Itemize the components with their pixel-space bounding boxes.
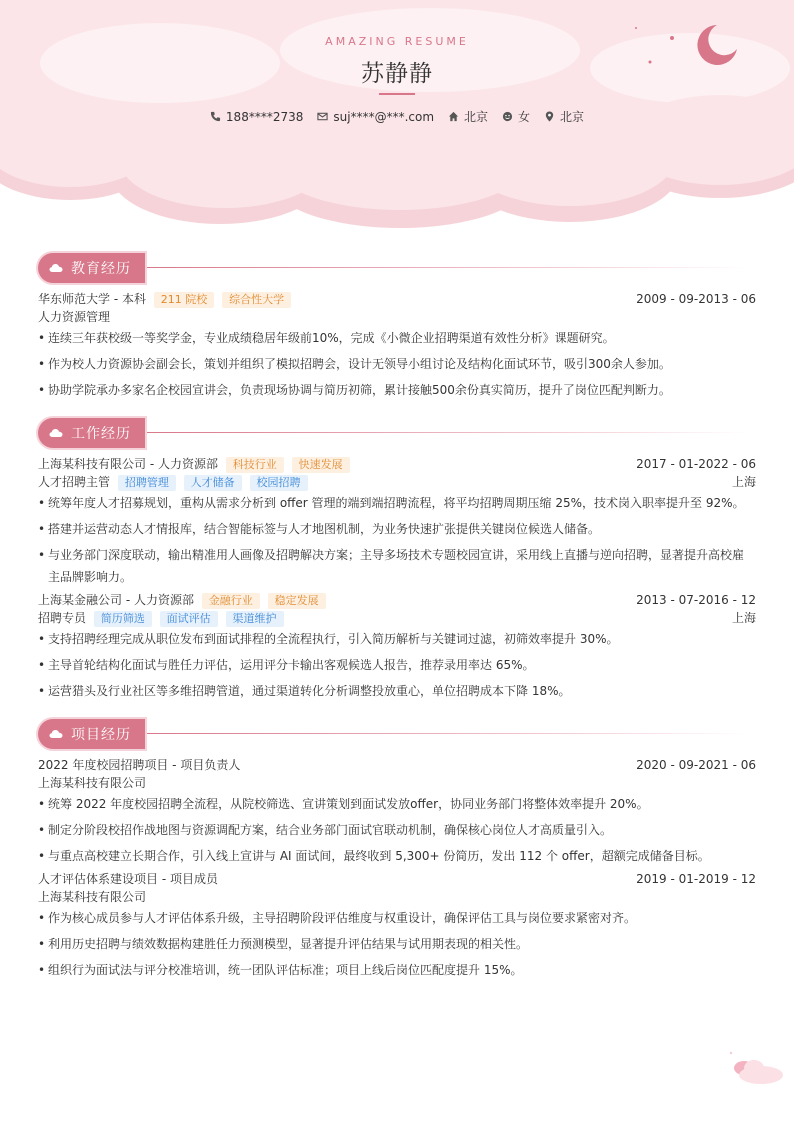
education-school-row xyxy=(38,291,756,308)
cloud-icon xyxy=(49,263,63,273)
section-tab xyxy=(38,253,145,283)
job-bullet-continued-text: 主品牌影响力。 xyxy=(48,570,133,584)
mail-icon xyxy=(317,111,328,122)
contact-email xyxy=(317,108,434,125)
project-bullet: • 与重点高校建立长期合作，引入线上宣讲与 AI 面试间，最终收到 5,300+ 份简历，发出 112 个 offer，超额完成储备目标。 xyxy=(38,844,756,868)
job-bullet: • 搭建并运营动态人才情报库，结合智能标签与人才地图机制，为业务快速扩张提供关键岗位候选人储备。 xyxy=(38,517,756,541)
company-tag: 快速发展 xyxy=(292,457,350,473)
job-bullet: • 主导首轮结构化面试与胜任力评估，运用评分卡输出客观候选人报告，推荐录用率达 65%。 xyxy=(38,653,756,677)
project-date: 2019 - 01-2019 - 12 xyxy=(636,872,756,886)
section-tab xyxy=(38,719,145,749)
section-title: 教育经历 xyxy=(71,261,131,277)
company-tag: 稳定发展 xyxy=(268,593,326,609)
cloud-icon xyxy=(49,428,63,438)
contact-info xyxy=(0,108,794,125)
role-tag: 校园招聘 xyxy=(250,475,308,491)
email-text: suj****@***.com xyxy=(333,109,435,124)
location-text: 北京 xyxy=(560,110,585,124)
contact-location xyxy=(544,108,584,125)
name-underline xyxy=(379,93,415,95)
contact-home xyxy=(448,108,488,125)
role-tag: 招聘管理 xyxy=(118,475,176,491)
education-date: 2009 - 09-2013 - 06 xyxy=(636,292,756,306)
phone-text: 188****2738 xyxy=(225,109,304,124)
project-date: 2020 - 09-2021 - 06 xyxy=(636,758,756,772)
contact-gender xyxy=(502,108,530,125)
job-company-row xyxy=(38,456,756,473)
job-bullet: • 统筹年度人才招募规划，重构从需求分析到 offer 管理的端到端招聘流程，将平均招聘周期压缩 25%，技术岗入职率提升至 92%。 xyxy=(38,491,756,515)
section-divider xyxy=(147,733,747,734)
project-name: 人才评估体系建设项目 - 项目成员 xyxy=(38,872,218,886)
project-bullet: • 利用历史招聘与绩效数据构建胜任力预测模型，显著提升评估结果与试用期表现的相关性。 xyxy=(38,932,756,956)
education-bullet: • 连续三年获校级一等奖学金，专业成绩稳居年级前10%，完成《小微企业招聘渠道有效性分析》课题研究。 xyxy=(38,326,756,350)
phone-icon xyxy=(210,111,221,122)
home-text: 北京 xyxy=(464,110,489,124)
section-divider xyxy=(147,432,747,433)
project-title-row xyxy=(38,871,756,888)
job-bullet: • 运营猎头及行业社区等多维招聘管道，通过渠道转化分析调整投放重心，单位招聘成本下降 18%。 xyxy=(38,679,756,703)
job-bullet-continued xyxy=(38,565,756,589)
section-tab xyxy=(38,418,145,448)
job-city: 上海 xyxy=(731,611,756,625)
section-education-header xyxy=(38,253,756,283)
education-major: 人力资源管理 xyxy=(38,310,111,324)
cloud-icon xyxy=(49,729,63,739)
location-pin-icon xyxy=(544,111,555,122)
job-role-row xyxy=(38,474,756,491)
project-name: 2022 年度校园招聘项目 - 项目负责人 xyxy=(38,758,241,772)
school-tag: 211 院校 xyxy=(154,292,215,308)
gender-icon xyxy=(502,111,513,122)
header-tagline: AMAZING RESUME xyxy=(325,35,469,48)
education-bullet: • 协助学院承办多家名企校园宣讲会，负责现场协调与简历初筛，累计接触500余份真实简历，提升了岗位匹配判断力。 xyxy=(38,378,756,402)
job-date: 2017 - 01-2022 - 06 xyxy=(636,457,756,471)
section-projects-header xyxy=(38,719,756,749)
job-city: 上海 xyxy=(731,475,756,489)
gender-text: 女 xyxy=(518,110,531,124)
project-bullet: • 作为核心成员参与人才评估体系升级，主导招聘阶段评估维度与权重设计，确保评估工具与岗位要求紧密对齐。 xyxy=(38,906,756,930)
candidate-name: 苏静静 xyxy=(361,61,433,87)
job-date: 2013 - 07-2016 - 12 xyxy=(636,593,756,607)
project-title-row xyxy=(38,757,756,774)
company-tag: 金融行业 xyxy=(202,593,260,609)
section-work-header xyxy=(38,418,756,448)
school-tag: 综合性大学 xyxy=(222,292,291,308)
project-bullet: • 统筹 2022 年度校园招聘全流程，从院校筛选、宣讲策划到面试发放offer，协同业务部门将整体效率提升 20%。 xyxy=(38,792,756,816)
project-bullet: • 制定分阶段校招作战地图与资源调配方案，结合业务部门面试官联动机制，确保核心岗位人才高质量引入。 xyxy=(38,818,756,842)
school-name: 华东师范大学 - 本科 xyxy=(38,292,146,306)
job-bullet: • 支持招聘经理完成从职位发布到面试排程的全流程执行，引入简历解析与关键词过滤，初筛效率提升 30%。 xyxy=(38,627,756,651)
job-role: 人才招聘主管 xyxy=(38,475,111,489)
section-title: 工作经历 xyxy=(71,426,131,442)
section-divider xyxy=(147,267,747,268)
project-org: 上海某科技有限公司 xyxy=(38,890,147,904)
company-tag: 科技行业 xyxy=(226,457,284,473)
education-bullet: • 作为校人力资源协会副会长，策划并组织了模拟招聘会，设计无领导小组讨论及结构化面试环节，吸引300余人参加。 xyxy=(38,352,756,376)
decorative-cloud-icon xyxy=(726,1048,786,1088)
project-org: 上海某科技有限公司 xyxy=(38,776,147,790)
job-company: 上海某科技有限公司 - 人力资源部 xyxy=(38,457,218,471)
job-role-row xyxy=(38,610,756,627)
job-company-row xyxy=(38,592,756,609)
job-role: 招聘专员 xyxy=(38,611,87,625)
project-bullet: • 组织行为面试法与评分校准培训，统一团队评估标准；项目上线后岗位匹配度提升 15%。 xyxy=(38,958,756,982)
job-company: 上海某金融公司 - 人力资源部 xyxy=(38,593,194,607)
section-title: 项目经历 xyxy=(71,727,131,743)
home-icon xyxy=(448,111,459,122)
contact-phone xyxy=(210,108,303,125)
role-tag: 面试评估 xyxy=(160,611,218,627)
role-tag: 人才储备 xyxy=(184,475,242,491)
role-tag: 渠道维护 xyxy=(226,611,284,627)
job-bullet: • 与业务部门深度联动，输出精准用人画像及招聘解决方案；主导多场技术专题校园宣讲，采用线上直播与逆向招聘，显著提升高校雇 xyxy=(38,543,756,567)
role-tag: 简历筛选 xyxy=(94,611,152,627)
